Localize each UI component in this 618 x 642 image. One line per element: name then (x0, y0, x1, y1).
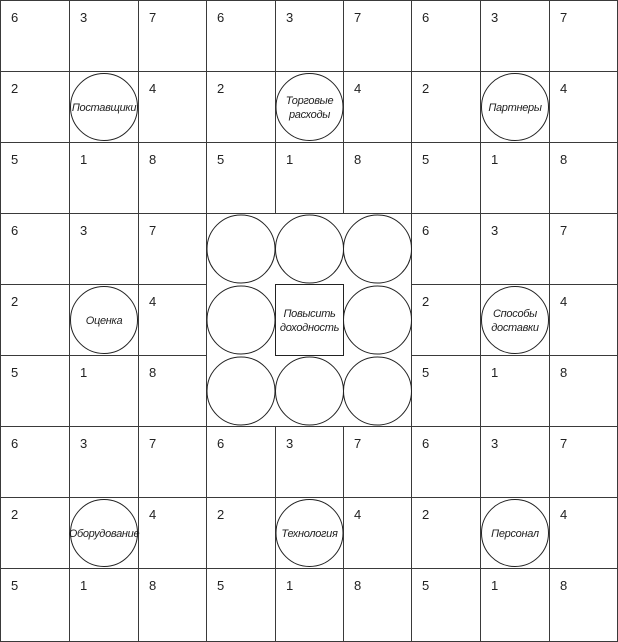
cell-number: 7 (149, 223, 157, 238)
cell-number: 4 (560, 507, 568, 522)
cell-number: 2 (422, 294, 430, 309)
cell-number: 5 (217, 578, 225, 593)
idea-label: расходы (288, 109, 331, 121)
cell-number: 2 (422, 507, 430, 522)
cell-number: 5 (11, 578, 19, 593)
cell-number: 6 (217, 10, 225, 25)
cell-number: 7 (560, 436, 568, 451)
center-bubble (207, 357, 275, 425)
cell-number: 5 (11, 152, 19, 167)
goal-box (276, 285, 344, 356)
cell-number: 3 (491, 223, 499, 238)
idea-label: Партнеры (488, 102, 542, 114)
cell-number: 6 (11, 10, 19, 25)
center-bubble (207, 215, 275, 283)
cell-number: 8 (354, 152, 362, 167)
idea-label: Технология (281, 528, 338, 540)
cell-number: 4 (354, 507, 362, 522)
cell-number: 3 (491, 436, 499, 451)
cell-number: 8 (149, 365, 157, 380)
cell-number: 1 (80, 152, 88, 167)
cell-number: 7 (354, 436, 362, 451)
cell-number: 4 (149, 507, 157, 522)
idea-trade-expenses (276, 74, 343, 141)
cell-number: 1 (491, 365, 499, 380)
cell-number: 3 (286, 10, 294, 25)
cell-number: 5 (422, 365, 430, 380)
cell-number: 8 (560, 578, 568, 593)
cell-number: 5 (422, 578, 430, 593)
cell-number: 4 (560, 81, 568, 96)
goal-label: Повысить (283, 308, 336, 320)
idea-personnel (482, 500, 549, 567)
idea-technology (276, 500, 343, 567)
cell-number: 4 (149, 294, 157, 309)
idea-label: Персонал (491, 528, 539, 540)
cell-number: 6 (217, 436, 225, 451)
cell-number: 5 (422, 152, 430, 167)
cell-number: 1 (286, 578, 294, 593)
cell-number: 1 (286, 152, 294, 167)
cell-number: 4 (149, 81, 157, 96)
cell-number: 1 (80, 578, 88, 593)
idea-suppliers (71, 74, 138, 141)
cell-number: 2 (11, 294, 19, 309)
idea-circle (482, 287, 549, 354)
cell-number: 2 (217, 507, 225, 522)
cell-number: 1 (80, 365, 88, 380)
cell-number: 7 (149, 436, 157, 451)
cell-number: 6 (422, 436, 430, 451)
cell-number: 5 (11, 365, 19, 380)
center-bubble (276, 357, 344, 425)
cell-number: 8 (149, 152, 157, 167)
cell-number: 2 (11, 81, 19, 96)
idea-circle (276, 74, 343, 141)
cell-number: 7 (149, 10, 157, 25)
cell-number: 3 (491, 10, 499, 25)
idea-label: доставки (491, 322, 539, 334)
cell-number: 8 (560, 365, 568, 380)
goal-label: доходность (279, 322, 340, 334)
idea-equipment (69, 500, 140, 567)
cell-number: 7 (354, 10, 362, 25)
idea-label: Оценка (85, 315, 123, 327)
cell-number: 5 (217, 152, 225, 167)
idea-label: Поставщики (71, 102, 137, 114)
cell-number: 3 (286, 436, 294, 451)
cell-number: 6 (422, 223, 430, 238)
cell-number: 3 (80, 436, 88, 451)
center-bubble (344, 286, 412, 354)
cell-number: 2 (422, 81, 430, 96)
cell-number: 3 (80, 223, 88, 238)
cell-number: 2 (11, 507, 19, 522)
cell-number: 6 (422, 10, 430, 25)
cell-number: 6 (11, 436, 19, 451)
cell-number: 6 (11, 223, 19, 238)
cell-number: 4 (560, 294, 568, 309)
cell-number: 1 (491, 152, 499, 167)
cell-number: 1 (491, 578, 499, 593)
idea-evaluation (71, 287, 138, 354)
cell-number: 8 (149, 578, 157, 593)
center-goal (207, 215, 412, 425)
idea-label: Оборудование (68, 528, 140, 540)
center-bubble (276, 215, 344, 283)
idea-label: Торговые (285, 95, 334, 107)
cell-number: 8 (354, 578, 362, 593)
center-bubble (344, 215, 412, 283)
idea-partners (482, 74, 549, 141)
cell-number: 7 (560, 223, 568, 238)
idea-delivery-methods (482, 287, 549, 354)
cell-number: 8 (560, 152, 568, 167)
center-bubble (207, 286, 275, 354)
cell-number: 3 (80, 10, 88, 25)
center-bubble (344, 357, 412, 425)
cell-number: 2 (217, 81, 225, 96)
cell-number: 7 (560, 10, 568, 25)
cell-number: 4 (354, 81, 362, 96)
idea-label: Способы (493, 308, 537, 320)
